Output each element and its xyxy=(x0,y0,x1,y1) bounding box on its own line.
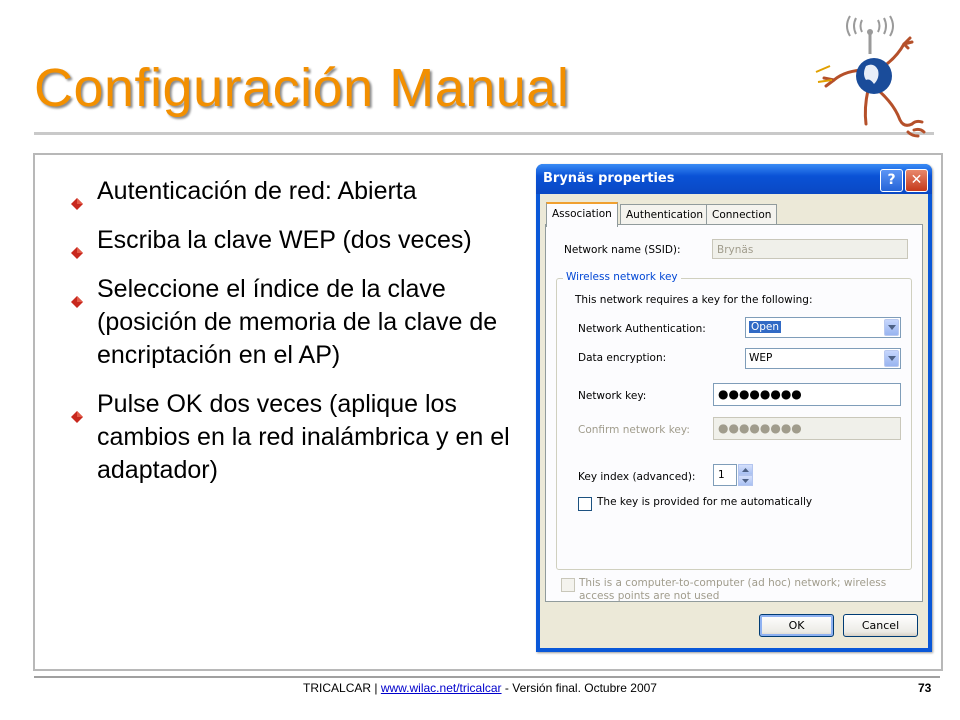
auth-label: Network Authentication: xyxy=(578,323,706,335)
network-key-field[interactable]: ●●●●●●●● xyxy=(713,383,901,406)
bullet-item xyxy=(65,224,525,257)
bullet-item xyxy=(65,388,525,487)
auth-value: Open xyxy=(751,321,780,333)
ok-button[interactable]: OK xyxy=(759,614,834,637)
page-number: 73 xyxy=(918,681,932,695)
encryption-dropdown[interactable] xyxy=(745,348,901,369)
auth-dropdown[interactable] xyxy=(745,317,901,338)
footer-divider xyxy=(34,676,940,678)
chevron-down-icon[interactable] xyxy=(884,350,899,367)
bullet-item xyxy=(65,273,525,372)
slide-title: Configuración Manual xyxy=(34,58,570,118)
tab-connection[interactable]: Connection xyxy=(706,204,777,225)
dialog-title: Brynäs properties xyxy=(543,171,675,186)
group-title: Wireless network key xyxy=(563,271,681,283)
footer-suffix: - Versión final. Octubre 2007 xyxy=(504,681,657,695)
close-button[interactable]: ✕ xyxy=(905,169,928,192)
ssid-label: Network name (SSID): xyxy=(564,244,681,256)
bullet-text: Seleccione el índice de la clave (posición de memoria de la clave de encriptación en el AP) xyxy=(97,275,498,369)
footer-org: TRICALCAR xyxy=(303,681,372,695)
wireless-key-group xyxy=(556,271,912,570)
confirm-key-field[interactable]: ●●●●●●●● xyxy=(713,417,901,440)
key-index-label: Key index (advanced): xyxy=(578,471,696,483)
dialog-body xyxy=(540,194,928,648)
confirm-key-label: Confirm network key: xyxy=(578,424,690,436)
chevron-down-icon[interactable] xyxy=(884,319,899,336)
network-properties-dialog xyxy=(536,164,932,652)
footer xyxy=(0,681,960,695)
key-index-field[interactable]: 1 xyxy=(713,464,737,486)
auto-key-label: The key is provided for me automatically xyxy=(597,496,813,508)
bullet-diamond-icon xyxy=(70,400,84,414)
spin-down-icon[interactable] xyxy=(738,475,753,486)
footer-link[interactable]: www.wilac.net/tricalcar xyxy=(380,681,502,695)
tricalcar-logo xyxy=(812,4,960,144)
encryption-value: WEP xyxy=(749,352,773,364)
bullet-item xyxy=(65,175,525,208)
adhoc-label: This is a computer-to-computer (ad hoc) network; wireless xyxy=(579,577,887,589)
spin-up-icon[interactable] xyxy=(738,464,753,475)
bullet-text: Autenticación de red: Abierta xyxy=(97,177,417,205)
dialog-titlebar[interactable] xyxy=(536,164,932,194)
footer-separator: | xyxy=(374,681,378,695)
bullet-diamond-icon xyxy=(70,285,84,299)
key-index-spinner[interactable] xyxy=(738,464,753,486)
tab-authentication[interactable]: Authentication xyxy=(620,204,709,225)
bullet-text: Pulse OK dos veces (aplique los cambios en la red inalámbrica y en el adaptador) xyxy=(97,390,510,484)
group-description: This network requires a key for the following: xyxy=(575,294,813,306)
adhoc-checkbox[interactable] xyxy=(561,578,575,592)
bullet-list xyxy=(65,175,525,503)
bullet-diamond-icon xyxy=(70,187,84,201)
network-key-label: Network key: xyxy=(578,390,647,402)
adhoc-label-continued: access points are not used xyxy=(579,590,720,602)
association-panel xyxy=(545,224,923,602)
cancel-button[interactable]: Cancel xyxy=(843,614,918,637)
title-divider xyxy=(34,132,934,135)
encryption-label: Data encryption: xyxy=(578,352,667,364)
tab-association[interactable]: Association xyxy=(546,202,618,227)
auto-key-checkbox[interactable] xyxy=(578,497,592,511)
bullet-text: Escriba la clave WEP (dos veces) xyxy=(97,226,472,254)
bullet-diamond-icon xyxy=(70,236,84,250)
help-button[interactable]: ? xyxy=(880,169,903,192)
ssid-field[interactable]: Brynäs xyxy=(712,239,908,259)
